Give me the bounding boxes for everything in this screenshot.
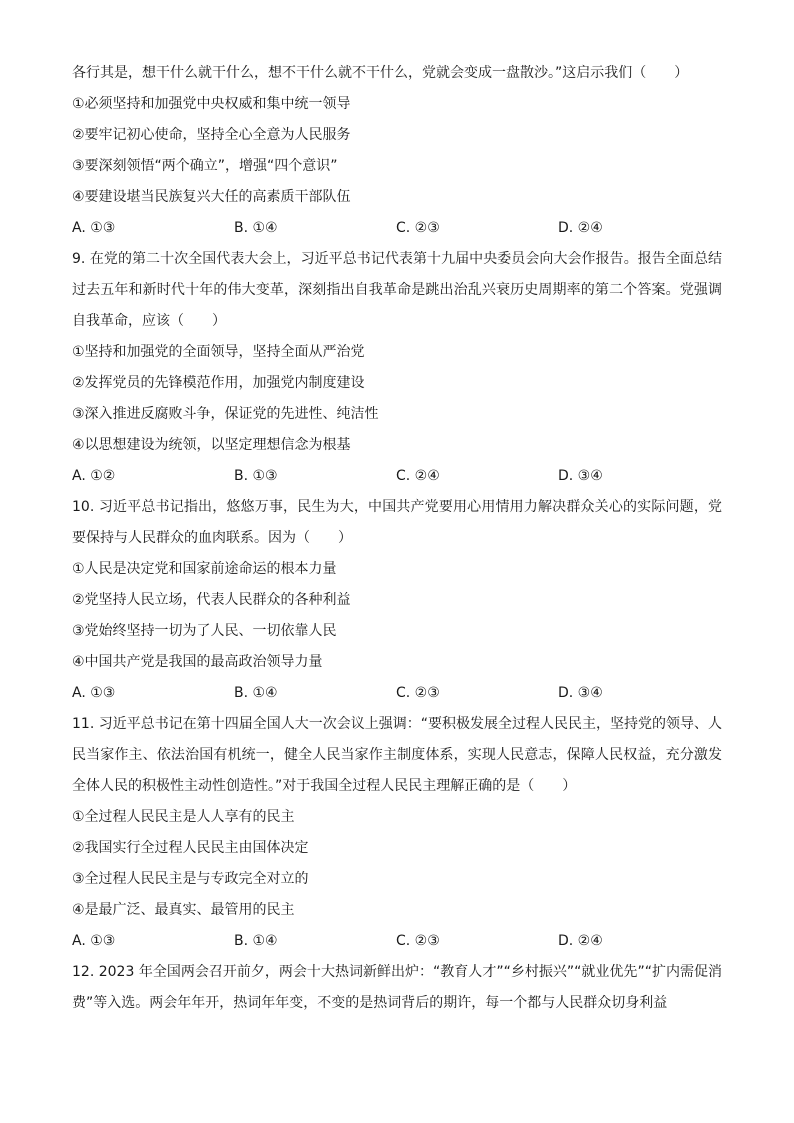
option-c[interactable]: C. ②③ bbox=[396, 685, 440, 701]
option-a[interactable]: A. ①③ bbox=[72, 685, 116, 701]
option-b[interactable]: B. ①④ bbox=[234, 220, 278, 236]
option-d[interactable]: D. ②④ bbox=[558, 933, 603, 949]
option-b[interactable]: B. ①④ bbox=[234, 685, 278, 701]
option-c[interactable]: C. ②③ bbox=[396, 933, 440, 949]
answer-options bbox=[72, 213, 722, 244]
statement-item: ③要深刻领悟“两个确立”，增强“四个意识” bbox=[72, 158, 338, 174]
option-b[interactable]: B. ①③ bbox=[234, 468, 278, 484]
option-c[interactable]: C. ②③ bbox=[396, 220, 440, 236]
statement-item: ④是最广泛、最真实、最管用的民主 bbox=[72, 902, 295, 918]
answer-options bbox=[72, 678, 722, 709]
statement-item: ③全过程人民民主是与专政完全对立的 bbox=[72, 871, 309, 887]
statement-item: ②我国实行全过程人民民主由国体决定 bbox=[72, 840, 309, 856]
question-stem: 12. 2023 年全国两会召开前夕，两会十大热词新鲜出炉：“教育人才”“乡村振兴”“就业优先”“扩内需促消费”等入选。两会年年开，热词年年变，不变的是热词背后的期许，每一个都与人民群众切身利益 bbox=[72, 964, 722, 1011]
statement-item: ③深入推进反腐败斗争，保证党的先进性、纯洁性 bbox=[72, 406, 379, 422]
answer-options bbox=[72, 461, 722, 492]
option-a[interactable]: A. ①② bbox=[72, 468, 116, 484]
option-a[interactable]: A. ①③ bbox=[72, 933, 116, 949]
option-b[interactable]: B. ①④ bbox=[234, 933, 278, 949]
option-a[interactable]: A. ①③ bbox=[72, 220, 116, 236]
statement-item: ②党坚持人民立场，代表人民群众的各种利益 bbox=[72, 592, 351, 608]
option-d[interactable]: D. ③④ bbox=[558, 468, 603, 484]
question-stem-end: 各行其是，想干什么就干什么，想不干什么就不干什么，党就会变成一盘散沙。”这启示我们（ ） bbox=[72, 65, 689, 81]
option-d[interactable]: D. ③④ bbox=[558, 685, 603, 701]
question-stem: 9. 在党的第二十次全国代表大会上，习近平总书记代表第十九届中央委员会向大会作报告。报告全面总结过去五年和新时代十年的伟大变革，深刻指出自我革命是跳出治乱兴衰历史周期率的第二个答案。党强调自我革命，应该（ ） bbox=[72, 251, 722, 329]
option-d[interactable]: D. ②④ bbox=[558, 220, 603, 236]
question-9 bbox=[72, 244, 722, 492]
statement-item: ④中国共产党是我国的最高政治领导力量 bbox=[72, 654, 323, 670]
question-12-head bbox=[72, 957, 722, 1019]
statement-item: ①人民是决定党和国家前途命运的根本力量 bbox=[72, 561, 337, 577]
exam-page bbox=[72, 58, 722, 1019]
question-stem: 10. 习近平总书记指出，悠悠万事，民生为大，中国共产党要用心用情用力解决群众关心的实际问题，党要保持与人民群众的血肉联系。因为（ ） bbox=[72, 499, 722, 546]
question-8-tail bbox=[72, 58, 722, 244]
question-10 bbox=[72, 492, 722, 709]
option-c[interactable]: C. ②④ bbox=[396, 468, 440, 484]
answer-options bbox=[72, 926, 722, 957]
statement-item: ①坚持和加强党的全面领导，坚持全面从严治党 bbox=[72, 344, 365, 360]
statement-item: ①必须坚持和加强党中央权威和集中统一领导 bbox=[72, 96, 351, 112]
question-stem: 11. 习近平总书记在第十四届全国人大一次会议上强调：“要积极发展全过程人民民主，坚持党的领导、人民当家作主、依法治国有机统一，健全人民当家作主制度体系，实现人民意志，保障人民权益，充分激发全体人民的积极性主动性创造性。”对于我国全过程人民民主理解正确的是（ ） bbox=[72, 716, 722, 794]
statement-item: ④以思想建设为统领，以坚定理想信念为根基 bbox=[72, 437, 351, 453]
statement-item: ①全过程人民民主是人人享有的民主 bbox=[72, 809, 295, 825]
statement-item: ②要牢记初心使命，坚持全心全意为人民服务 bbox=[72, 127, 351, 143]
statement-item: ③党始终坚持一切为了人民、一切依靠人民 bbox=[72, 623, 337, 639]
statement-item: ②发挥党员的先锋模范作用，加强党内制度建设 bbox=[72, 375, 365, 391]
question-11 bbox=[72, 709, 722, 957]
statement-item: ④要建设堪当民族复兴大任的高素质干部队伍 bbox=[72, 189, 351, 205]
